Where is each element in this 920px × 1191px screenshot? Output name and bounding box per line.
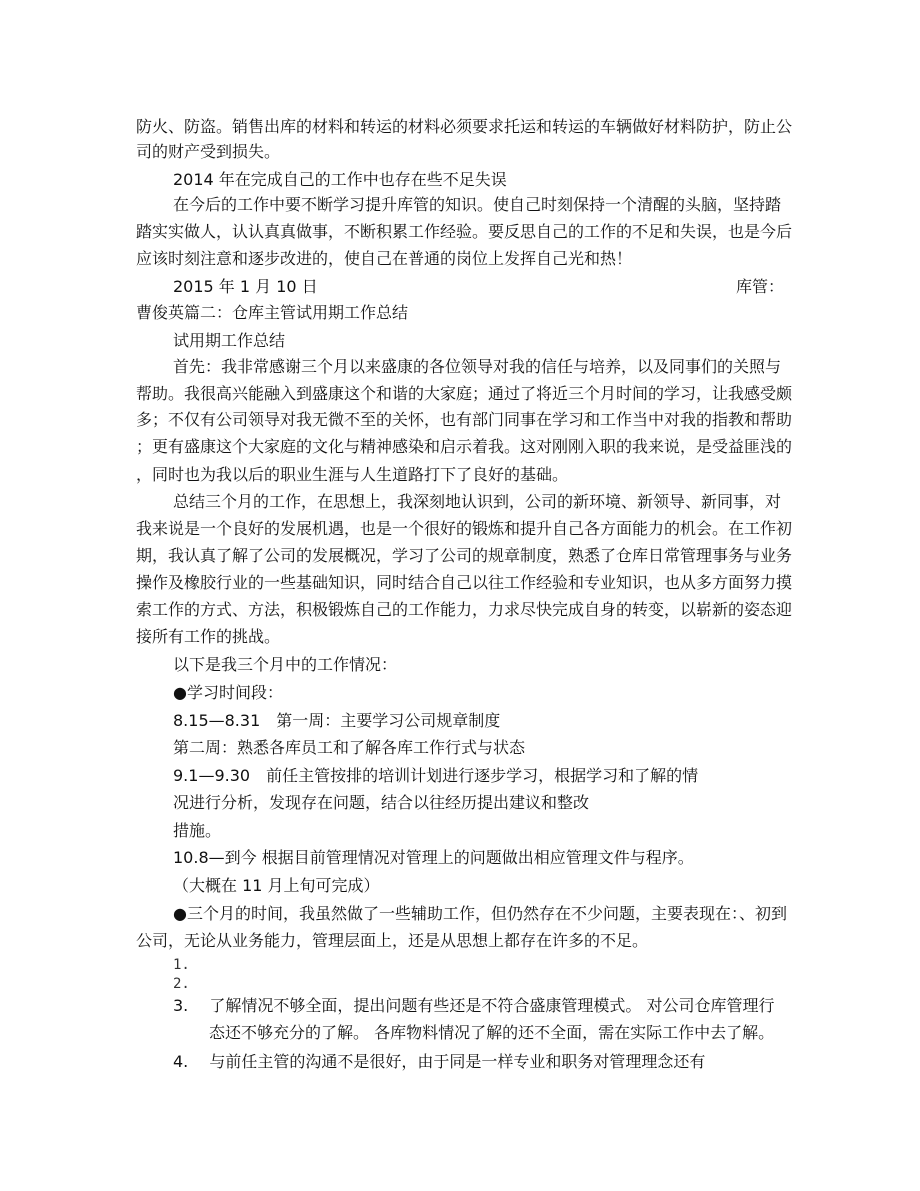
schedule-line: 况进行分析，发现存在问题，结合以往经历提出建议和整改 xyxy=(173,793,590,812)
bullet-line: ●学习时间段： xyxy=(173,683,283,702)
body-line: 帮助。我很高兴能融入到盛康这个和谐的大家庭；通过了将近三个月时间的学习，让我感受颇 xyxy=(136,384,793,403)
list-item: 4. 与前任主管的沟通不是很好，由于同是一样专业和职务对管理理念还有 xyxy=(173,1052,706,1071)
list-number: 2. xyxy=(173,976,190,992)
section-title: 试用期工作总结 xyxy=(173,331,286,350)
body-line: ；更有盛康这个大家庭的文化与精神感染和启示着我。这对刚刚入职的我来说，是受益匪浅的 xyxy=(136,437,793,456)
body-line: 以下是我三个月中的工作情况： xyxy=(173,655,398,674)
body-line: ，同时也为我以后的职业生涯与人生道路打下了良好的基础。 xyxy=(136,465,569,484)
section-heading: 曹俊英篇二：仓库主管试用期工作总结 xyxy=(136,303,409,322)
bullet-line: ●三个月的时间，我虽然做了一些辅助工作，但仍然存在不少问题，主要表现在：、初到 xyxy=(173,904,787,923)
body-line: 期，我认真了解了公司的发展概况，学习了公司的规章制度，熟悉了仓库日常管理事务与业务 xyxy=(136,546,793,565)
list-item-continuation: 态还不够充分的了解。 各库物料情况了解的还不全面，需在实际工作中去了解。 xyxy=(209,1023,775,1042)
schedule-line: 8.15—8.31 第一周：主要学习公司规章制度 xyxy=(173,711,501,730)
body-line: 2014 年在完成自己的工作中也存在些不足失误 xyxy=(173,170,507,189)
schedule-line: 10.8—到今 根据目前管理情况对管理上的问题做出相应管理文件与程序。 xyxy=(173,848,694,867)
body-line: 总结三个月的工作，在思想上，我深刻地认识到，公司的新环境、新领导、新同事，对 xyxy=(173,492,782,511)
body-line: 我来说是一个良好的发展机遇，也是一个很好的锻炼和提升自己各方面能力的机会。在工作初 xyxy=(136,519,793,538)
signature-label: 库管： xyxy=(736,277,785,296)
body-line: 操作及橡胶行业的一些基础知识，同时结合自己以往工作经验和专业知识，也从多方面努力摸 xyxy=(136,573,793,592)
list-number: 1. xyxy=(173,957,190,973)
body-line: 接所有工作的挑战。 xyxy=(136,627,281,646)
body-line: 应该时刻注意和逐步改进的，使自己在普通的岗位上发挥自己光和热！ xyxy=(136,249,633,268)
body-line: 在今后的工作中要不断学习提升库管的知识。使自己时刻保持一个清醒的头脑，坚持踏 xyxy=(173,195,782,214)
schedule-line: 9.1—9.30 前任主管按排的培训计划进行逐步学习，根据学习和了解的情 xyxy=(173,766,699,785)
schedule-line: 第二周：熟悉各库员工和了解各库工作行式与状态 xyxy=(173,738,526,757)
schedule-line: 措施。 xyxy=(173,821,222,840)
body-line: 索工作的方式、方法，积极锻炼自己的工作能力，力求尽快完成自身的转变，以崭新的姿态迎 xyxy=(136,600,793,619)
date-line: 2015 年 1 月 10 日 xyxy=(173,277,318,296)
body-line: 公司，无论从业务能力，管理层面上，还是从思想上都存在许多的不足。 xyxy=(136,931,649,950)
body-line: 踏实实做人，认认真真做事，不断积累工作经验。要反思自己的工作的不足和失误，也是今后 xyxy=(136,222,793,241)
list-item: 3. 了解情况不够全面，提出问题有些还是不符合盛康管理模式。 对公司仓库管理行 xyxy=(173,996,775,1015)
body-line: 防火、防盗。销售出库的材料和转运的材料必须要求托运和转运的车辆做好材料防护，防止公 xyxy=(136,117,793,136)
body-line: 司的财产受到损失。 xyxy=(136,142,281,161)
schedule-line: （大概在 11 月上旬可完成） xyxy=(173,876,380,895)
body-line: 首先：我非常感谢三个月以来盛康的各位领导对我的信任与培养，以及同事们的关照与 xyxy=(173,357,782,376)
body-line: 多；不仅有公司领导对我无微不至的关怀，也有部门同事在学习和工作当中对我的指教和帮助 xyxy=(136,410,793,429)
